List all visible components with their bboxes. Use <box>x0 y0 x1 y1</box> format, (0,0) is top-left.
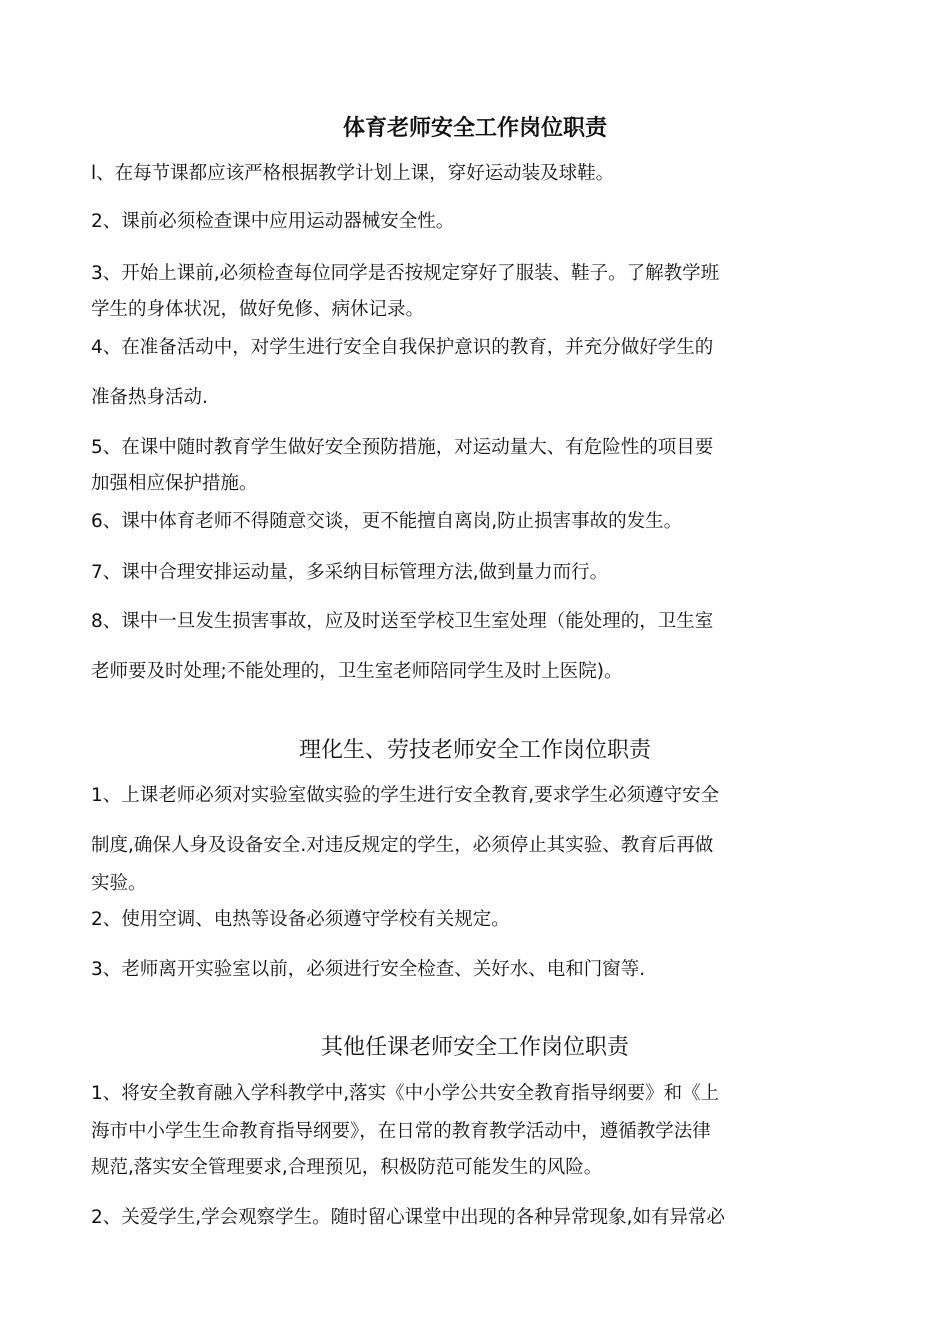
text-line: 2、关爱学生,学会观察学生。随时留心课堂中出现的各种异常现象,如有异常必 <box>91 1207 726 1228</box>
text-line: 2、课前必须检查课中应用运动器械安全性。 <box>91 211 455 232</box>
text-line: 5、在课中随时教育学生做好安全预防措施，对运动量大、有危险性的项目要 <box>91 437 714 458</box>
text-line: 老师要及时处理;不能处理的，卫生室老师陪同学生及时上医院)。 <box>91 661 623 682</box>
text-line: 1、上课老师必须对实验室做实验的学生进行安全教育,要求学生必须遵守安全 <box>91 785 720 806</box>
text-line: 准备热身活动. <box>91 387 208 408</box>
text-line: 3、开始上课前,必须检查每位同学是否按规定穿好了服装、鞋子。了解教学班 <box>91 263 720 284</box>
text-line: 7、课中合理安排运动量，多采纳目标管理方法,做到量力而行。 <box>91 562 609 583</box>
text-line: 实验。 <box>91 873 147 894</box>
text-line: 学生的身体状况，做好免修、病休记录。 <box>91 299 425 320</box>
text-line: 6、课中体育老师不得随意交谈，更不能擅自离岗,防止损害事故的发生。 <box>91 511 683 532</box>
text-line: 1、将安全教育融入学科教学中,落实《中小学公共安全教育指导纲要》和《上 <box>91 1083 720 1104</box>
section-title-pe: 体育老师安全工作岗位职责 <box>342 116 607 141</box>
text-line: 制度,确保人身及设备安全.对违反规定的学生，必须停止其实验、教育后再做 <box>91 835 714 856</box>
text-line: 规范,落实安全管理要求,合理预见，积极防范可能发生的风险。 <box>91 1157 603 1178</box>
section-title-science: 理化生、劳技老师安全工作岗位职责 <box>298 738 651 763</box>
section-title-other: 其他任课老师安全工作岗位职责 <box>320 1035 629 1060</box>
text-line: 海市中小学生生命教育指导纲要》，在日常的教育教学活动中，遵循教学法律 <box>91 1121 711 1142</box>
text-line: 加强相应保护措施。 <box>91 473 258 494</box>
text-line: 3、老师离开实验室以前，必须进行安全检查、关好水、电和门窗等. <box>91 959 646 980</box>
text-line: l、在每节课都应该严格根据教学计划上课，穿好运动装及球鞋。 <box>91 163 615 184</box>
text-line: 8、课中一旦发生损害事故，应及时送至学校卫生室处理（能处理的，卫生室 <box>91 611 714 632</box>
text-line: 4、在准备活动中，对学生进行安全自我保护意识的教育，并充分做好学生的 <box>91 337 714 358</box>
text-line: 2、使用空调、电热等设备必须遵守学校有关规定。 <box>91 909 510 930</box>
